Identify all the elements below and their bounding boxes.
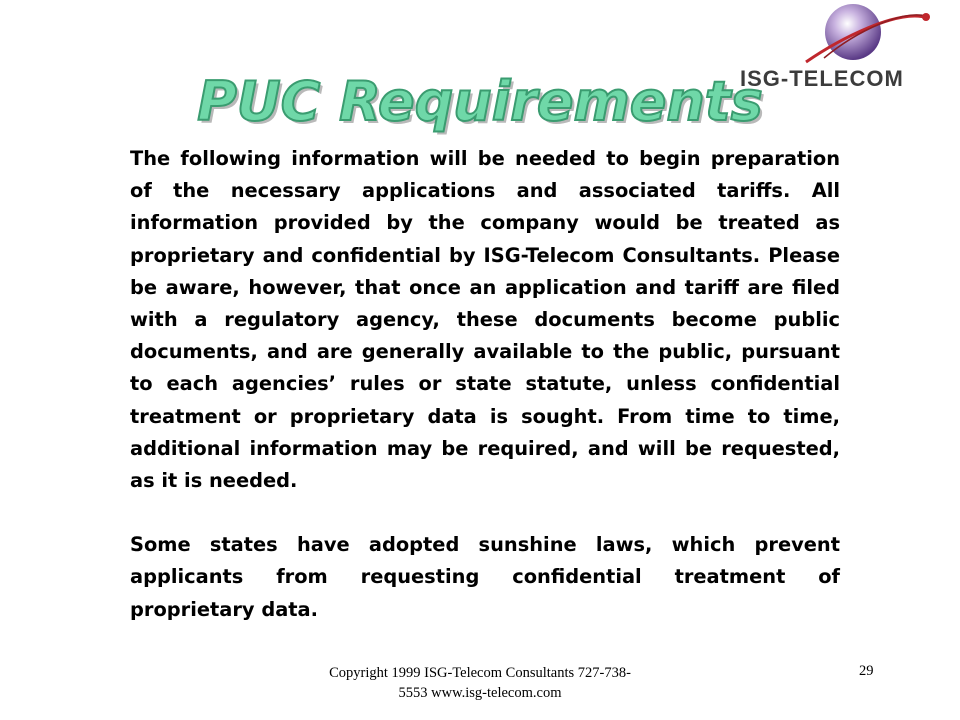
- footer-copyright: Copyright 1999 ISG-Telecom Consultants 727-738-5553 www.isg-telecom.com: [329, 665, 631, 701]
- page-title: PUC Requirements: [197, 70, 763, 133]
- paragraph-information-requirements: The following information will be needed to begin preparation of the necessary applications and associated tariffs. All information provided by the company would be treated as proprietary and confidential by ISG-Telecom Consultants. Please be aware, however, that once an application and tariff are filed with a regulatory agency, these documents become public documents, and are generally available to the public, pursuant to each agencies’ rules or state statute, unless confidential treatment or proprietary data is sought. From time to time, additional information may be required, and will be requested, as it is needed.: [130, 147, 840, 493]
- paragraph-sunshine-laws: Some states have adopted sunshine laws, which prevent applicants from requesting confidential treatment of proprietary data.: [130, 533, 840, 621]
- logo-text: ISG-TELECOM: [740, 66, 904, 91]
- page-number: 29: [859, 663, 874, 679]
- body-text: [130, 143, 840, 626]
